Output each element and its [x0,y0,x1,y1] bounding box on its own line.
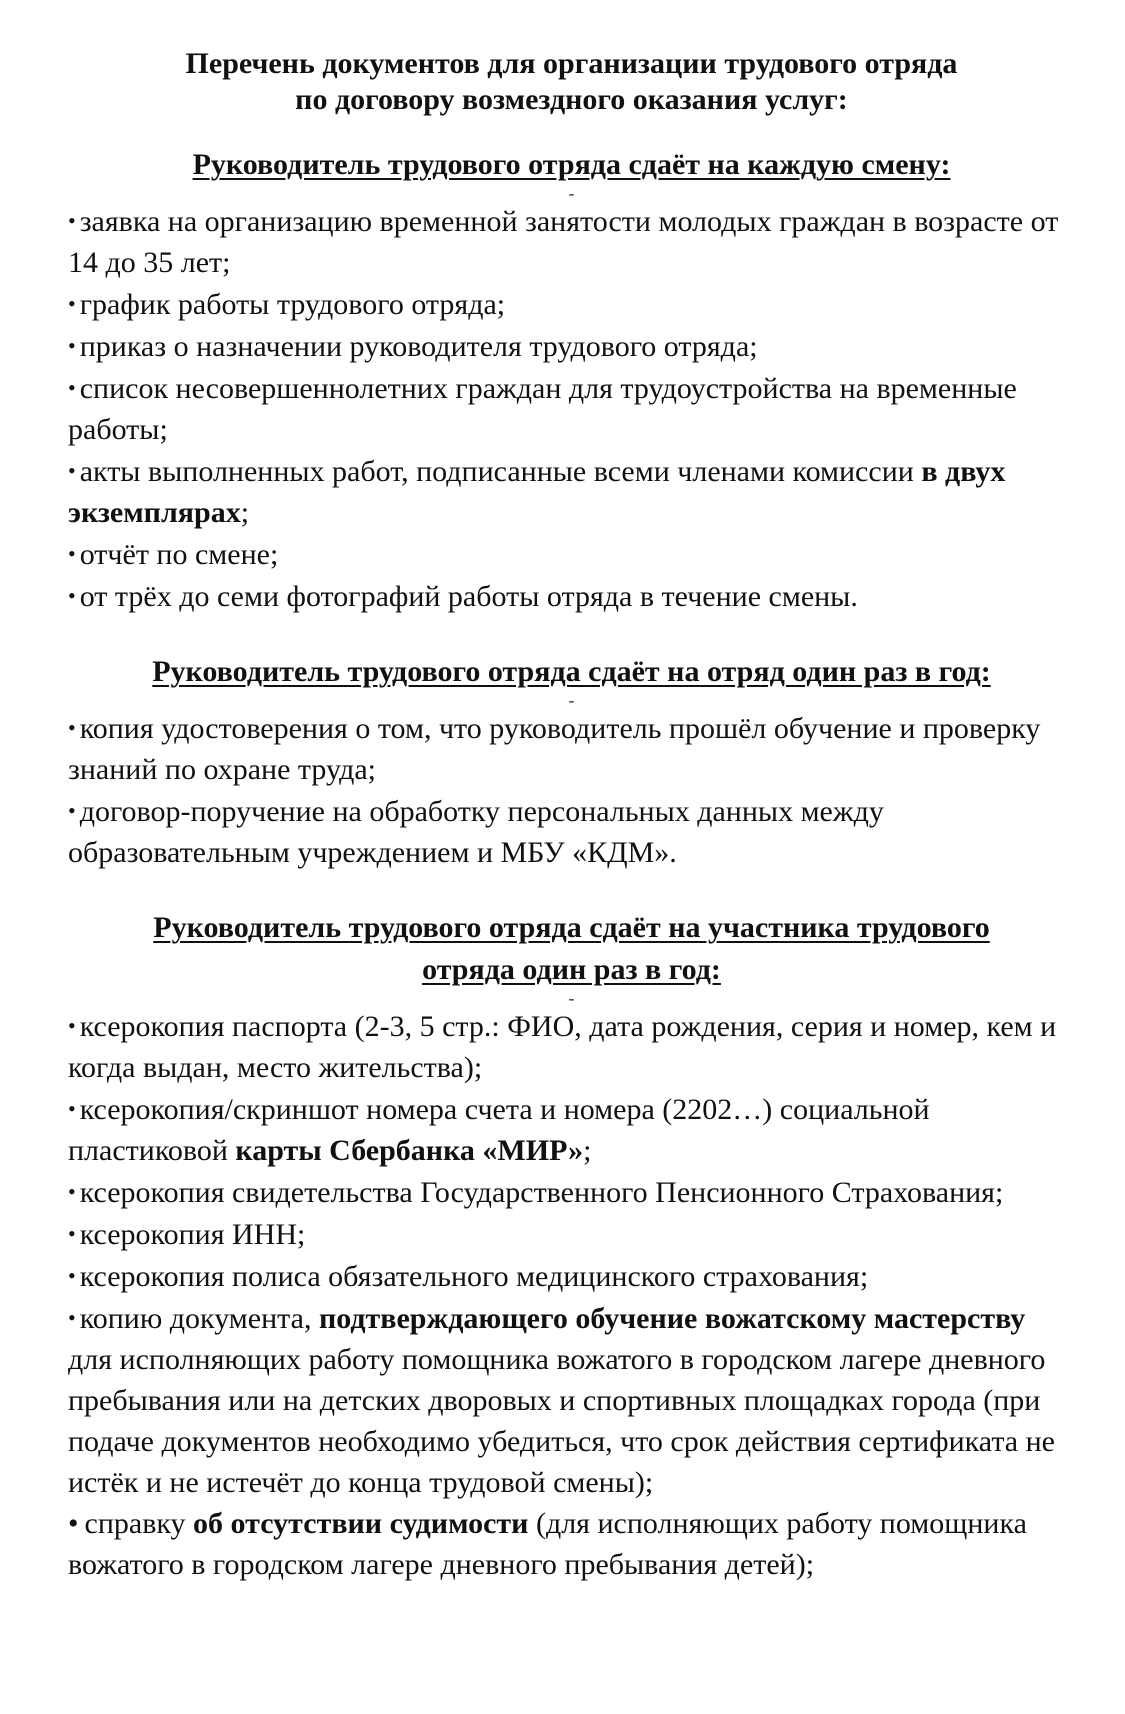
bullet-icon: • [68,333,76,358]
bullet-icon: • [68,458,76,483]
emphasis-text: карты Сбербанка «МИР» [235,1134,584,1167]
section-marker: - [568,988,575,1008]
title-line-1: Перечень документов для организации трудового отряда [185,47,958,80]
bullet-icon: • [68,1221,76,1246]
bullet-icon: • [68,208,76,233]
section-marker: - [568,183,575,203]
bullet-icon: • [68,1013,76,1038]
list-item: • ксерокопия ИНН; [68,1218,306,1251]
heading-line-1: Руководитель трудового отряда сдаёт на участника трудового [153,911,990,944]
bullet-icon: • [68,1263,76,1288]
heading-line-2: отряда один раз в год: [422,953,721,986]
emphasis-text: об отсутствии судимости [193,1507,529,1540]
bullet-icon: • [68,1179,76,1204]
list-item: • ксерокопия паспорта (2-3, 5 стр.: ФИО, дата рождения, серия и номер, кем и когда выдан, место жительства); [68,1010,1057,1084]
section-list-per-squad-yearly [68,707,1075,873]
bullet-icon: • [68,1507,79,1540]
section-heading-per-squad-yearly: Руководитель трудового отряда сдаёт на отряд один раз в год: [152,655,991,688]
bullet-icon: • [68,541,76,566]
list-item: • ксерокопия свидетельства Государственного Пенсионного Страхования; [68,1176,1004,1209]
emphasis-text: в двух экземплярах [68,455,1006,529]
list-item: • ксерокопия/скриншот номера счета и номера (2202…) социальной пластиковой карты Сбербанка «МИР»; [68,1093,930,1167]
list-item: • список несовершеннолетних граждан для трудоустройства на временные работы; [68,372,1017,446]
list-item: • заявка на организацию временной занятости молодых граждан в возрасте от 14 до 35 лет; [68,205,1059,279]
bullet-icon: • [68,1096,76,1121]
list-item: • от трёх до семи фотографий работы отряда в течение смены. [68,580,858,613]
section-heading-each-shift: Руководитель трудового отряда сдаёт на каждую смену: [192,148,951,181]
list-item: • копия удостоверения о том, что руководитель прошёл обучение и проверку знаний по охране труда; [68,712,1041,786]
title-line-2: по договору возмездного оказания услуг: [295,83,848,116]
list-item: • приказ о назначении руководителя трудового отряда; [68,330,758,363]
section-heading-per-member-yearly [68,907,1075,991]
list-item: • справку об отсутствии судимости (для исполняющих работу помощника вожатого в городском лагере дневного пребывания детей); [68,1507,1027,1581]
bullet-icon: • [68,715,76,740]
bullet-icon: • [68,291,76,316]
bullet-icon: • [68,1305,76,1330]
list-item: • акты выполненных работ, подписанные всеми членами комиссии в двух экземплярах; [68,455,1006,529]
list-item: • ксерокопия полиса обязательного медицинского страхования; [68,1260,869,1293]
list-item: • отчёт по смене; [68,538,279,571]
list-item: • договор-поручение на обработку персональных данных между образовательным учреждением и МБУ «КДМ». [68,795,884,869]
bullet-icon: • [68,375,76,400]
section-list-each-shift [68,200,1075,617]
document-title [68,46,1075,118]
emphasis-text: подтверждающего обучение вожатскому мастерству [318,1302,1026,1335]
section-marker: - [568,690,575,710]
list-item: • график работы трудового отряда; [68,288,506,321]
list-item: • копию документа, подтверждающего обучение вожатскому мастерству для исполняющих работу помощника вожатого в городском лагере дневного пребывания или на детских дворовых и спортивных площадках города (при подаче документов необходимо убедиться, что срок действия сертификата не истёк и не истечёт до конца трудовой смены); [68,1302,1055,1499]
section-list-per-member-yearly [68,1005,1075,1585]
bullet-icon: • [68,798,76,823]
bullet-icon: • [68,583,76,608]
